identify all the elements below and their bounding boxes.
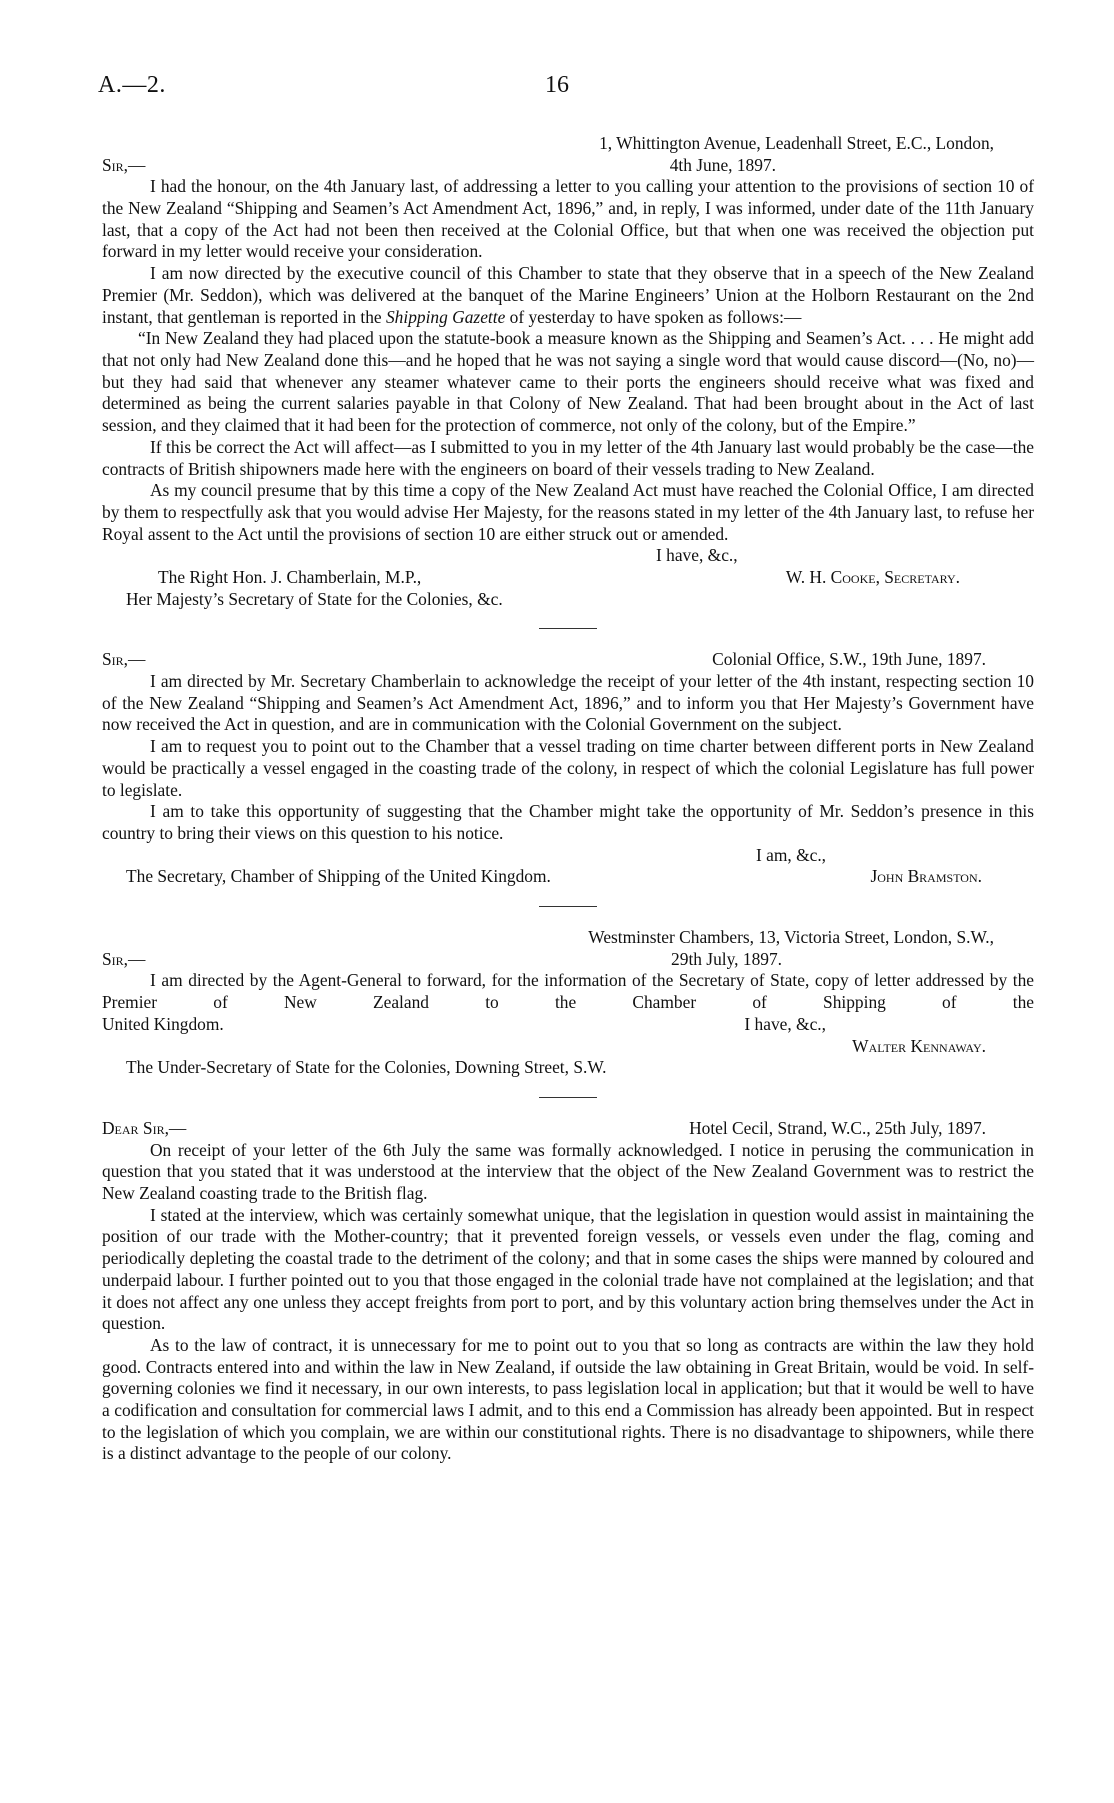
letter-address: Westminster Chambers, 13, Victoria Street, London, S.W., [588, 927, 994, 948]
signature: W. H. Cooke, Secretary. [785, 567, 960, 587]
salutation: Sir,— [102, 948, 146, 969]
letter-cooke [102, 133, 1034, 610]
publication-title: Shipping Gazette [385, 306, 506, 327]
quotation-paragraph: “In New Zealand they had placed upon the statute-book a measure known as the Shipping and Seamen’s Act. . . . He might add that not only had New Zealand done this—and he hoped that he was not saying a single word that would cause discord—(No, no)—but they had said that whenever any steamer whatever came to their ports the engineers should receive what was fixed and determined as being the current salaries payable in that Colony of New Zealand. That had been brought about in the Act of last session, and they claimed that it had been for the protection of commerce, not only of the colony, but of the Empire.” [102, 328, 1034, 436]
signature: John Bramston. [870, 866, 982, 887]
signature: Walter Kennaway. [852, 1035, 986, 1056]
paragraph: I am to request you to point out to the Chamber that a vessel trading on time charter between different ports in New Zealand would be practically a vessel engaged in the coasting trade of the colony, in respect of which the colonial Legislature has full power to legislate. [102, 736, 1034, 800]
letter-seddon [102, 1118, 1034, 1465]
divider [539, 1097, 597, 1098]
letter-date: 29th July, 1897. [671, 948, 782, 969]
paragraph-last-line: United Kingdom. [102, 1013, 224, 1034]
letter-bramston [102, 649, 1034, 888]
divider [539, 628, 597, 629]
closing: I am, &c., [756, 844, 827, 865]
paragraph: I am directed by the Agent-General to forward, for the information of the Secretary of State, copy of letter addressed by the Premier of New Zealand to the Chamber of Shipping of the [102, 970, 1034, 1013]
paragraph: I am to take this opportunity of suggesting that the Chamber might take the opportunity of Mr. Seddon’s presence in this country to bring their views on this question to his notice. [102, 801, 1034, 843]
salutation: Sir,— [102, 649, 146, 670]
salutation: Dear Sir,— [102, 1117, 187, 1138]
paragraph: If this be correct the Act will affect—as I submitted to you in my letter of the 4th January last would probably be the case—the contracts of British shipowners made here with the engineers on board of their vessels trading to New Zealand. [102, 436, 1034, 479]
letter-kennaway [102, 927, 1034, 1079]
letter-address: 1, Whittington Avenue, Leadenhall Street, E.C., London, [599, 132, 994, 153]
section-reference: A.—2. [98, 72, 166, 98]
paragraph: I stated at the interview, which was certainly somewhat unique, that the legislation in question would assist in maintaining the position of our trade with the Mother-country; that it prevented foreign vessels, or vessels even under the flag, coming and periodically depleting the coastal trade to the detriment of the colony; and that in some cases the ships were manned by coloured and underpaid labour. I further pointed out to you that those engaged in the colonial trade have not complained at the legislation; and that it does not affect any one unless they accept freights from port to port, and by this voluntary action bring themselves under the Act in question. [102, 1204, 1034, 1334]
paragraph: I am directed by Mr. Secretary Chamberlain to acknowledge the receipt of your letter of the 4th instant, respecting section 10 of the New Zealand “Shipping and Seamen’s Act Amendment Act, 1896,” and to inform you that Her Majesty’s Government have now received the Act in question, and are in communication with the Colonial Government on the subject. [102, 671, 1034, 735]
paragraph: I am now directed by the executive council of this Chamber to state that they observe that in a speech of the New Zealand Premier (Mr. Seddon), which was delivered at the banquet of the Marine Engineers’ Union at the Holborn Restaurant on the 2nd instant, that gentleman is reported in the Shipping Gazette of yesterday to have spoken as follows:— [102, 263, 1034, 327]
closing: I have, &c., [744, 1013, 826, 1034]
paragraph: As to the law of contract, it is unnecessary for me to point out to you that so long as contracts are within the law they hold good. Contracts entered into and within the law in New Zealand, if outside the law obtaining in Great Britain, would be void. In self-governing colonies we find it necessary, in our own interests, to pass legislation local in application; but that it would be well to have a codification and consultation for commercial laws I admit, and to this end a Commission has already been appointed. But in respect to the legislation of which you complain, we are within our constitutional rights. There is no disadvantage to shipowners, while there is a distinct advantage to the people of our colony. [102, 1334, 1034, 1464]
document-body [102, 133, 1034, 1465]
paragraph: As my council presume that by this time a copy of the New Zealand Act must have reached the Colonial Office, I am directed by them to respectfully ask that you would advise Her Majesty, for the reasons stated in my letter of the 4th January last, to refuse her Royal assent to the Act until the provisions of section 10 are either struck out or amended. [102, 480, 1034, 544]
addressee: The Under-Secretary of State for the Colonies, Downing Street, S.W. [126, 1057, 607, 1078]
paragraph: I had the honour, on the 4th January last, of addressing a letter to you calling your attention to the provisions of section 10 of the New Zealand “Shipping and Seamen’s Act Amendment Act, 1896,” and, in reply, I was informed, under date of the 11th January last, that a copy of the Act had not been then received at the Colonial Office, but that when one was received the objection put forward in my letter would receive your consideration. [102, 176, 1034, 262]
addressee-title: Her Majesty’s Secretary of State for the Colonies, &c. [126, 588, 503, 609]
letter-address-date: Colonial Office, S.W., 19th June, 1897. [712, 649, 986, 670]
addressee: The Right Hon. J. Chamberlain, M.P., [158, 567, 422, 587]
divider [539, 906, 597, 907]
letter-address-date: Hotel Cecil, Strand, W.C., 25th July, 1897. [689, 1117, 986, 1138]
paragraph: On receipt of your letter of the 6th July the same was formally acknowledged. I notice in perusing the communication in question that you stated that it was understood at the interview that the object of the New Zealand Government was to restrict the New Zealand coasting trade to the British flag. [102, 1139, 1034, 1204]
letter-date: 4th June, 1897. [669, 154, 776, 175]
addressee: The Secretary, Chamber of Shipping of the United Kingdom. [126, 866, 551, 887]
closing: I have, &c., [656, 545, 738, 566]
salutation: Sir,— [102, 154, 146, 175]
page-number: 16 [545, 72, 569, 98]
